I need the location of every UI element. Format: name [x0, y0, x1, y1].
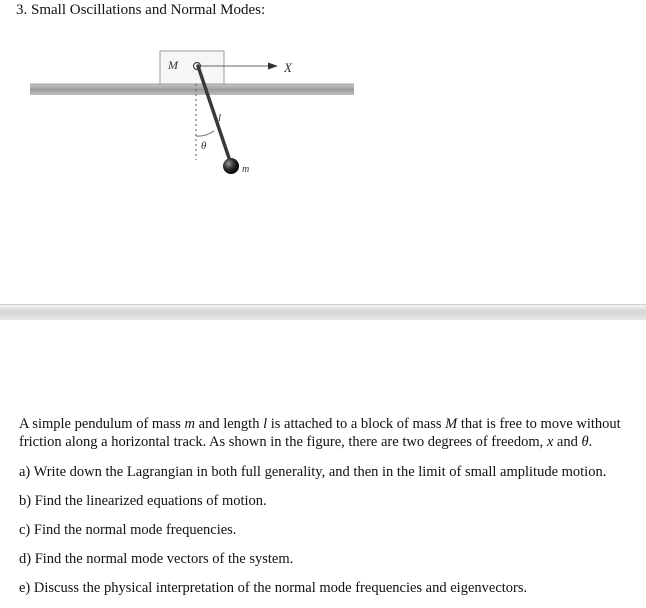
var-M: M [445, 416, 458, 432]
intro-text: and length [195, 416, 264, 432]
part-c: c) Find the normal mode frequencies. [19, 522, 237, 538]
angle-arc [196, 131, 214, 136]
horizontal-track [30, 84, 354, 95]
block-label: M [168, 58, 178, 72]
x-axis-arrowhead [268, 63, 278, 70]
x-axis-label: X [284, 60, 292, 75]
page-separator [0, 304, 646, 320]
intro-text: that is free to move without friction along a horizontal track. As shown in the figure, there are two degrees of freedom, [19, 416, 621, 450]
part-e: e) Discuss the physical interpretation of the normal mode frequencies and eigenvectors. [19, 580, 528, 596]
intro-text: is attached to a block of mass [267, 416, 446, 432]
intro-text: A simple pendulum of mass [19, 416, 185, 432]
part-b: b) Find the linearized equations of motion. [19, 493, 267, 509]
intro-text: and [553, 434, 582, 450]
part-d: d) Find the normal mode vectors of the system. [19, 551, 294, 567]
problem-intro [19, 415, 631, 451]
problem-body [19, 415, 631, 608]
var-theta: θ [581, 434, 589, 450]
part-a: a) Write down the Lagrangian in both full generality, and then in the limit of small amplitude motion. [19, 464, 607, 480]
var-l: l [263, 416, 268, 432]
mass-label: m [242, 164, 250, 175]
length-label: l [218, 112, 222, 124]
intro-text: . [588, 434, 593, 450]
var-m: m [184, 416, 196, 432]
var-x: x [546, 434, 554, 450]
pendulum-bob [223, 158, 239, 174]
pendulum-figure [0, 0, 646, 200]
problem-title: 3. Small Oscillations and Normal Modes: [16, 2, 266, 18]
angle-label: θ [201, 140, 207, 152]
